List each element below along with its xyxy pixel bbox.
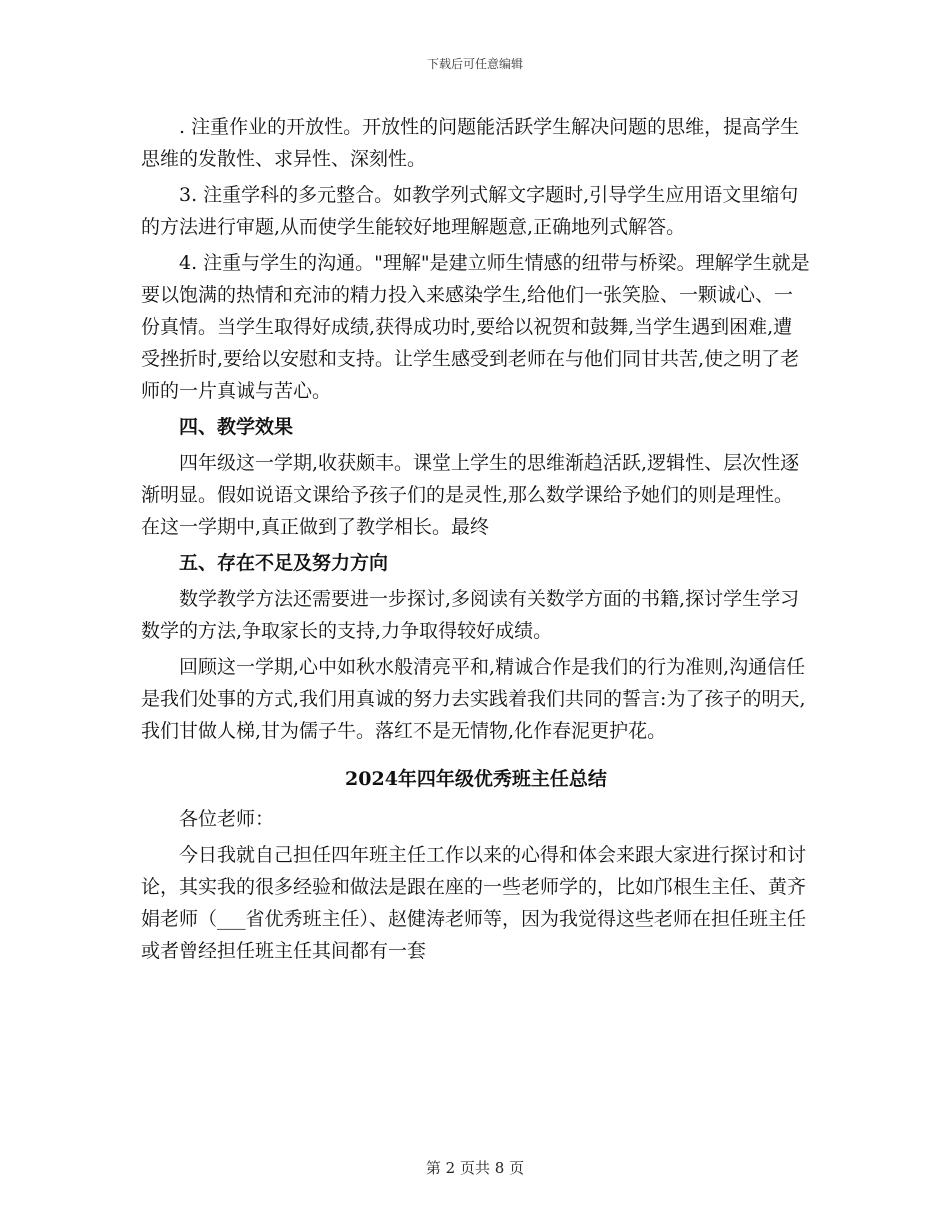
paragraph-openness: . 注重作业的开放性。开放性的问题能活跃学生解决问题的思维，提高学生思维的发散性、求异性、深刻性。 bbox=[141, 116, 800, 170]
paragraph-teaching-effect: 四年级这一学期,收获颇丰。课堂上学生的思维渐趋活跃,逻辑性、层次性逐渐明显。假如说语文课给予孩子们的是灵性,那么数学课给予她们的则是理性。在这一学期中,真正做到了教学相长。最终 bbox=[141, 452, 800, 538]
document-body bbox=[141, 111, 811, 967]
paragraph-integration: 3. 注重学科的多元整合。如教学列式解文字题时,引导学生应用语文里缩句的方法进行审题,从而使学生能较好地理解题意,正确地列式解答。 bbox=[141, 184, 799, 238]
paragraph-salutation: 各位老师： bbox=[179, 808, 275, 830]
section-heading-teaching-effect: 四、教学效果 bbox=[179, 416, 294, 438]
page-footer: 第 2 页共 8 页 bbox=[425, 1159, 525, 1177]
page-header: 下载后可任意编辑 bbox=[426, 57, 523, 71]
paragraph-communication: 4. 注重与学生的沟通。"理解"是建立师生情感的纽带与桥梁。理解学生就是要以饱满的热情和充沛的精力投入来感染学生,给他们一张笑脸、一颗诚心、一份真情。当学生取得好成绩,获得成功时,要给以祝贺和鼓舞,当学生遇到困难,遭受挫折时,要给以安慰和支持。让学生感受到老师在与他们同甘共苦,使之明了老师的一片真诚与苦心。 bbox=[141, 252, 810, 402]
paragraph-intro: 今日我就自己担任四年班主任工作以来的心得和体会来跟大家进行探讨和讨论，其实我的很多经验和做法是跟在座的一些老师学的，比如邝根生主任、黄齐娟老师（___省优秀班主任）、赵健涛老师等，因为我觉得这些老师在担任班主任或者曾经担任班主任其间都有一套 bbox=[141, 844, 807, 962]
document-title: 2024年四年级优秀班主任总结 bbox=[345, 768, 607, 790]
paragraph-improvement: 数学教学方法还需要进一步探讨,多阅读有关数学方面的书籍,探讨学生学习数学的方法,争取家长的支持,力争取得较好成绩。 bbox=[141, 588, 800, 642]
section-heading-shortcomings: 五、存在不足及努力方向 bbox=[179, 552, 389, 574]
paragraph-review: 回顾这一学期,心中如秋水般清亮平和,精诚合作是我们的行为准则,沟通信任是我们处事的方式,我们用真诚的努力去实践着我们共同的誓言:为了孩子的明天,我们甘做人梯,甘为儒子牛。落红不是无情物,化作春泥更护花。 bbox=[141, 656, 806, 742]
